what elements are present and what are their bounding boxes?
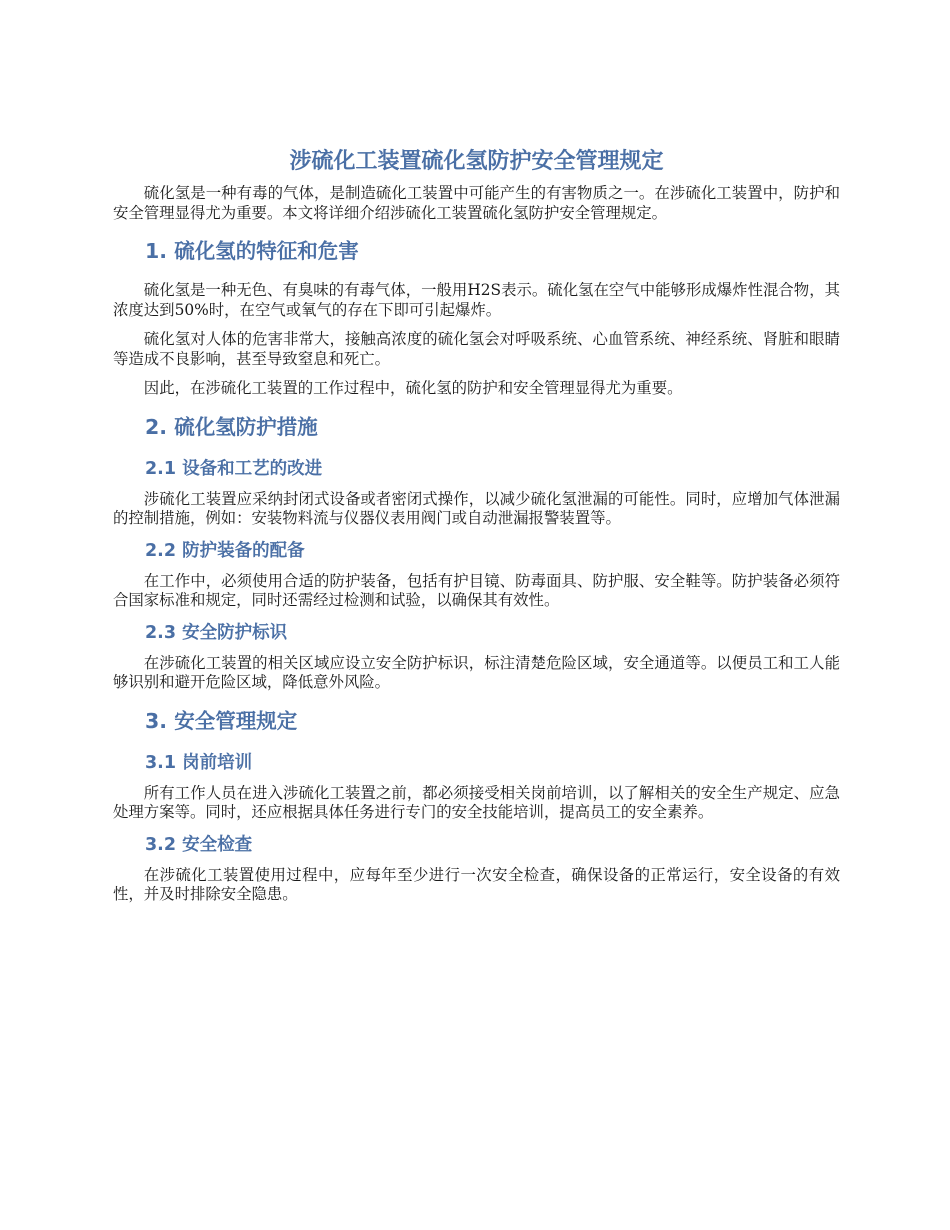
subsection-3-2-paragraph: 在涉硫化工装置使用过程中，应每年至少进行一次安全检查，确保设备的正常运行，安全设备的有效性，并及时排除安全隐患。	[113, 865, 840, 903]
section-1-paragraph-2: 硫化氢对人体的危害非常大，接触高浓度的硫化氢会对呼吸系统、心血管系统、神经系统、肾脏和眼睛等造成不良影响，甚至导致窒息和死亡。	[113, 330, 840, 368]
subsection-2-1-paragraph: 涉硫化工装置应采纳封闭式设备或者密闭式操作，以减少硫化氢泄漏的可能性。同时，应增加气体泄漏的控制措施，例如：安装物料流与仪器仪表用阀门或自动泄漏报警装置等。	[113, 489, 840, 527]
subsection-2-3-paragraph: 在涉硫化工装置的相关区域应设立安全防护标识，标注清楚危险区域，安全通道等。以便员工和工人能够识别和避开危险区域，降低意外风险。	[113, 653, 840, 691]
intro-paragraph: 硫化氢是一种有毒的气体，是制造硫化工装置中可能产生的有害物质之一。在涉硫化工装置中，防护和安全管理显得尤为重要。本文将详细介绍涉硫化工装置硫化氢防护安全管理规定。	[113, 184, 840, 222]
subsection-3-1-heading: 3.1 岗前培训	[145, 752, 253, 773]
section-1-paragraph-1: 硫化氢是一种无色、有臭味的有毒气体，一般用H2S表示。硫化氢在空气中能够形成爆炸性混合物，其浓度达到50%时，在空气或氧气的存在下即可引起爆炸。	[113, 281, 840, 319]
document-page	[113, 146, 840, 915]
document-title: 涉硫化工装置硫化氢防护安全管理规定	[289, 149, 664, 174]
section-1-paragraph-3: 因此，在涉硫化工装置的工作过程中，硫化氢的防护和安全管理显得尤为重要。	[143, 379, 683, 397]
subsection-3-1-paragraph: 所有工作人员在进入涉硫化工装置之前，都必须接受相关岗前培训，以了解相关的安全生产规定、应急处理方案等。同时，还应根据具体任务进行专门的安全技能培训，提高员工的安全素养。	[113, 783, 840, 821]
subsection-2-3-heading: 2.3 安全防护标识	[145, 622, 288, 643]
subsection-2-2-heading: 2.2 防护装备的配备	[145, 540, 305, 561]
section-2-heading: 2. 硫化氢防护措施	[145, 414, 318, 439]
subsection-3-2-heading: 3.2 安全检查	[145, 834, 253, 855]
section-3-heading: 3. 安全管理规定	[145, 708, 298, 733]
section-1-heading: 1. 硫化氢的特征和危害	[145, 239, 359, 263]
subsection-2-2-paragraph: 在工作中，必须使用合适的防护装备，包括有护目镜、防毒面具、防护服、安全鞋等。防护装备必须符合国家标准和规定，同时还需经过检测和试验，以确保其有效性。	[113, 571, 840, 609]
subsection-2-1-heading: 2.1 设备和工艺的改进	[145, 458, 323, 479]
